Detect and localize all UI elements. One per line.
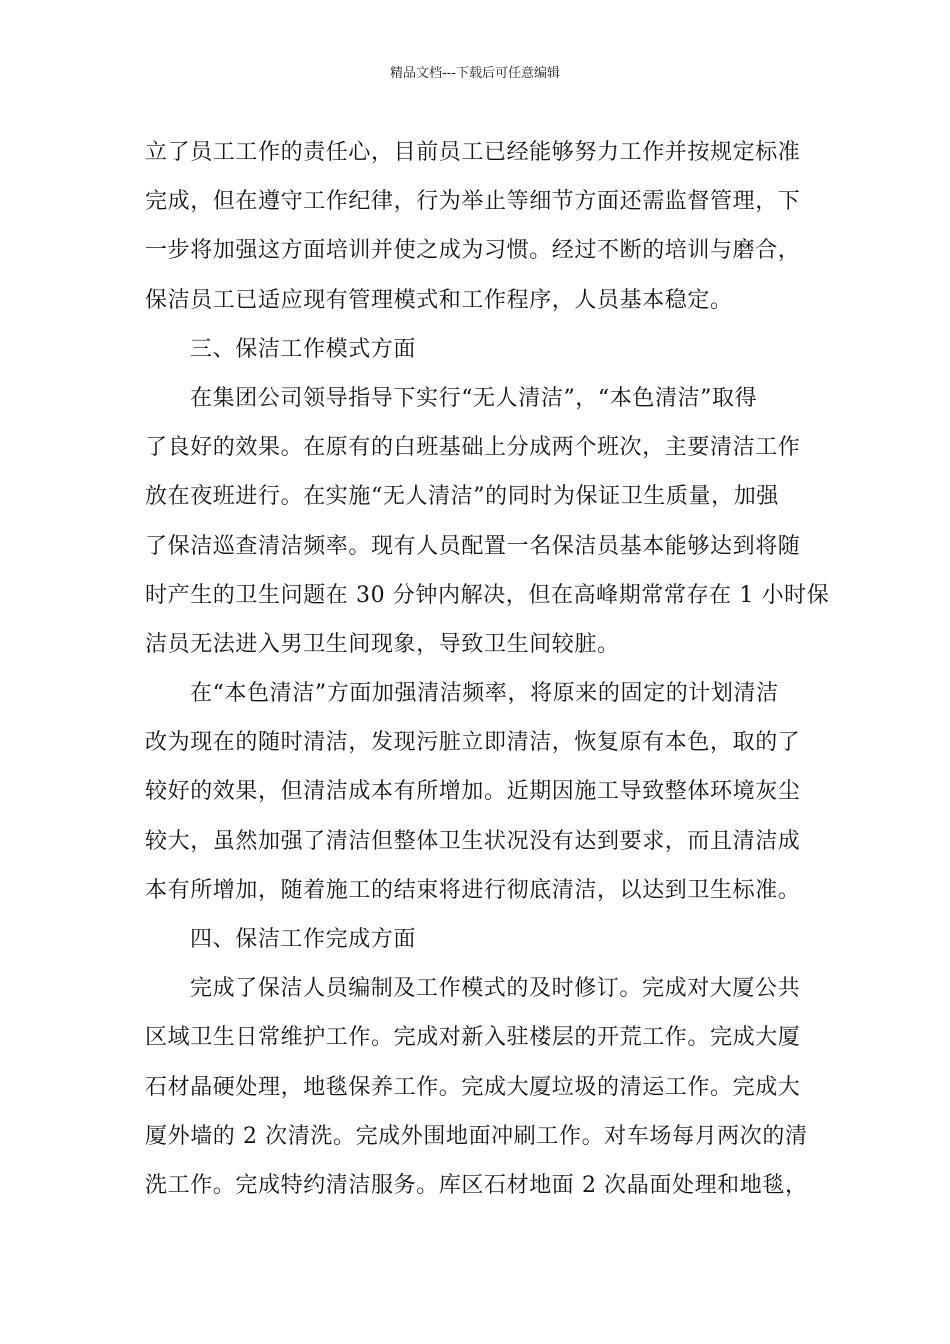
body-line: 保洁员工已适应现有管理模式和工作程序，人员基本稳定。 — [145, 287, 733, 313]
body-line: 石材晶硬处理，地毯保养工作。完成大厦垃圾的清运工作。完成大 — [145, 1074, 801, 1100]
body-line: 时产生的卫生问题在 30 分钟内解决，但在高峰期常常存在 1 小时保 — [145, 582, 830, 608]
body-line: 区域卫生日常维护工作。完成对新入驻楼层的开荒工作。完成大厦 — [145, 1025, 801, 1051]
section-heading: 三、保洁工作模式方面 — [190, 336, 417, 362]
section-heading: 四、保洁工作完成方面 — [190, 927, 417, 952]
body-line: 一步将加强这方面培训并使之成为习惯。经过不断的培训与磨合， — [145, 238, 801, 264]
document-body — [145, 128, 830, 1210]
body-line: 改为现在的随时清洁，发现污脏立即清洁，恢复原有本色，取的了 — [145, 730, 801, 756]
page-header: 精品文档---下载后可任意编辑 — [389, 66, 561, 81]
body-line: 本有所增加，随着施工的结束将进行彻底清洁，以达到卫生标准。 — [145, 877, 801, 903]
body-line: 洁员无法进入男卫生间现象，导致卫生间较脏。 — [145, 631, 620, 657]
body-line: 放在夜班进行。在实施“无人清洁”的同时为保证卫生质量，加强 — [145, 484, 779, 510]
paragraph-first-line: 在集团公司领导指导下实行“无人清洁”，“本色清洁”取得 — [190, 385, 758, 411]
body-line: 较大，虽然加强了清洁但整体卫生状况没有达到要求，而且清洁成 — [145, 828, 801, 854]
body-line: 了保洁巡查清洁频率。现有人员配置一名保洁员基本能够达到将随 — [145, 533, 801, 559]
body-line: 立了员工工作的责任心，目前员工已经能够努力工作并按规定标准 — [145, 140, 801, 165]
body-line: 洗工作。完成特约清洁服务。库区石材地面 2 次晶面处理和地毯， — [145, 1172, 808, 1198]
paragraph-first-line: 完成了保洁人员编制及工作模式的及时修订。完成对大厦公共 — [190, 976, 801, 1002]
body-line: 较好的效果，但清洁成本有所增加。近期因施工导致整体环境灰尘 — [145, 779, 801, 805]
body-line: 完成，但在遵守工作纪律，行为举止等细节方面还需监督管理，下 — [145, 189, 801, 215]
body-line: 了良好的效果。在原有的白班基础上分成两个班次，主要清洁工作 — [145, 435, 801, 461]
paragraph-first-line: 在“本色清洁”方面加强清洁频率，将原来的固定的计划清洁 — [190, 681, 779, 707]
body-line: 厦外墙的 2 次清洗。完成外围地面冲刷工作。对车场每月两次的清 — [145, 1123, 808, 1149]
